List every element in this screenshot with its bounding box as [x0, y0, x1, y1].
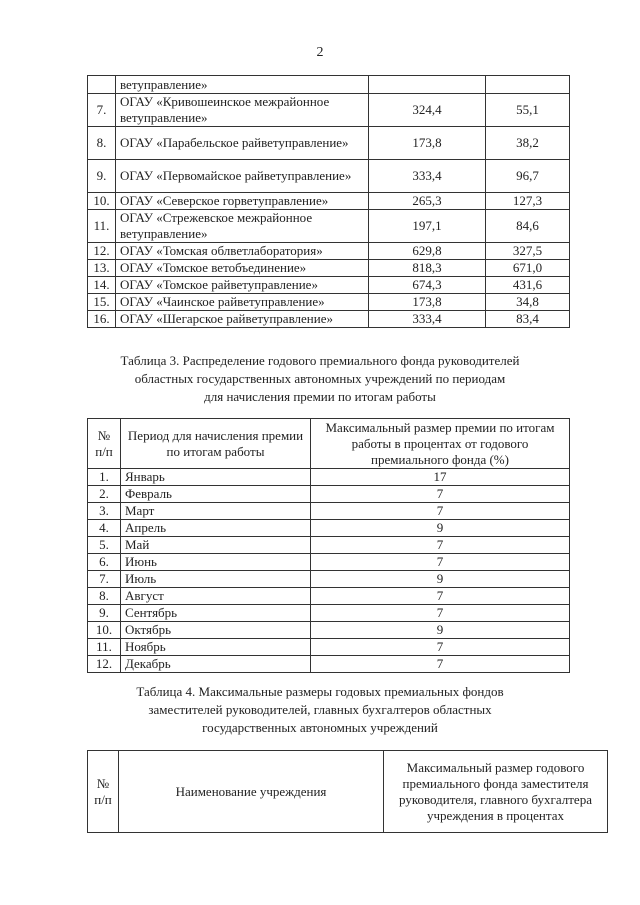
cell-number: 8. — [88, 588, 121, 605]
cell-value-2: 96,7 — [486, 160, 570, 193]
cell-percent: 7 — [311, 605, 570, 622]
table-row — [88, 503, 570, 520]
table-header — [88, 751, 608, 833]
table-row — [88, 469, 570, 486]
cell-name: ОГАУ «Томская облветлаборатория» — [116, 243, 369, 260]
title-line: Таблица 4. Максимальные размеры годовых премиальных фондов — [136, 684, 504, 699]
cell-number: 14. — [88, 277, 116, 294]
table-row — [88, 588, 570, 605]
title-line: государственных автономных учреждений — [202, 720, 438, 735]
cell-value-2: 84,6 — [486, 210, 570, 243]
cell-value-1: 324,4 — [369, 94, 486, 127]
cell-number: 13. — [88, 260, 116, 277]
cell-period: Ноябрь — [121, 639, 311, 656]
cell-period: Апрель — [121, 520, 311, 537]
cell-period: Июль — [121, 571, 311, 588]
cell-number: 2. — [88, 486, 121, 503]
title-line: областных государственных автономных учреждений по периодам — [134, 371, 506, 386]
table-row — [88, 486, 570, 503]
cell-value-1: 265,3 — [369, 193, 486, 210]
cell-number: 9. — [88, 160, 116, 193]
cell-percent: 7 — [311, 588, 570, 605]
cell-period: Февраль — [121, 486, 311, 503]
cell-value-2: 127,3 — [486, 193, 570, 210]
cell-period: Август — [121, 588, 311, 605]
cell-name: ОГАУ «Томское ветобъединение» — [116, 260, 369, 277]
cell-value-1: 818,3 — [369, 260, 486, 277]
header-name: Наименование учреждения — [119, 751, 384, 833]
cell-percent: 9 — [311, 622, 570, 639]
cell-number: 11. — [88, 639, 121, 656]
cell-number: 3. — [88, 503, 121, 520]
cell-number: 7. — [88, 94, 116, 127]
title-line: для начисления премии по итогам работы — [204, 389, 436, 404]
cell-percent: 9 — [311, 571, 570, 588]
cell-name: ОГАУ «Чаинское райветуправление» — [116, 294, 369, 311]
cell-number: 8. — [88, 127, 116, 160]
header-period: Период для начисления премии по итогам работы — [121, 419, 311, 469]
table-header — [88, 419, 570, 469]
table-row — [88, 311, 570, 328]
page-number: 2 — [316, 45, 324, 60]
bonus-periods-table — [87, 418, 570, 673]
cell-value-2: 671,0 — [486, 260, 570, 277]
table-row — [88, 520, 570, 537]
cell-percent: 7 — [311, 639, 570, 656]
cell-value-1: 629,8 — [369, 243, 486, 260]
table-row — [88, 537, 570, 554]
table-row — [88, 656, 570, 673]
cell-name: ОГАУ «Парабельское райветуправление» — [116, 127, 369, 160]
title-line: Таблица 3. Распределение годового премиального фонда руководителей — [120, 353, 520, 368]
table-row — [88, 639, 570, 656]
cell-value-2: 83,4 — [486, 311, 570, 328]
table-row — [88, 76, 570, 94]
table-row — [88, 243, 570, 260]
cell-period: Июнь — [121, 554, 311, 571]
table4-title — [0, 683, 640, 737]
cell-value-1: 173,8 — [369, 127, 486, 160]
cell-number: 10. — [88, 193, 116, 210]
cell-percent: 17 — [311, 469, 570, 486]
cell-number: 15. — [88, 294, 116, 311]
header-number: № п/п — [88, 419, 121, 469]
table-row — [88, 127, 570, 160]
header-number: № п/п — [88, 751, 119, 833]
table-row — [88, 605, 570, 622]
cell-period: Декабрь — [121, 656, 311, 673]
deputy-funds-table — [87, 750, 608, 833]
cell-value-2: 431,6 — [486, 277, 570, 294]
cell-number: 12. — [88, 243, 116, 260]
cell-number: 11. — [88, 210, 116, 243]
cell-number: 5. — [88, 537, 121, 554]
cell-value-2: 327,5 — [486, 243, 570, 260]
table3-title — [0, 352, 640, 406]
cell-number: 7. — [88, 571, 121, 588]
cell-value-2: 34,8 — [486, 294, 570, 311]
cell-number: 16. — [88, 311, 116, 328]
table-row — [88, 160, 570, 193]
cell-percent: 9 — [311, 520, 570, 537]
cell-value-2: 55,1 — [486, 94, 570, 127]
cell-percent: 7 — [311, 486, 570, 503]
cell-number: 6. — [88, 554, 121, 571]
cell-value-1: 333,4 — [369, 311, 486, 328]
cell-name: ветуправление» — [116, 76, 369, 94]
table-row — [88, 193, 570, 210]
table-row — [88, 277, 570, 294]
cell-value-1: 173,8 — [369, 294, 486, 311]
cell-value-2: 38,2 — [486, 127, 570, 160]
institutions-table — [87, 75, 570, 328]
header-max-percent: Максимальный размер годового премиального фонда заместителя руководителя, главного бухгалтера учреждения в процентах — [384, 751, 608, 833]
table-row — [88, 622, 570, 639]
table-row — [88, 571, 570, 588]
cell-number: 9. — [88, 605, 121, 622]
table-row — [88, 94, 570, 127]
cell-name: ОГАУ «Первомайское райветуправление» — [116, 160, 369, 193]
table-row — [88, 260, 570, 277]
cell-number: 12. — [88, 656, 121, 673]
cell-name: ОГАУ «Северское горветуправление» — [116, 193, 369, 210]
cell-value-1: 333,4 — [369, 160, 486, 193]
cell-period: Январь — [121, 469, 311, 486]
cell-percent: 7 — [311, 503, 570, 520]
title-line: заместителей руководителей, главных бухгалтеров областных — [148, 702, 492, 717]
cell-number: 1. — [88, 469, 121, 486]
cell-percent: 7 — [311, 537, 570, 554]
cell-period: Сентябрь — [121, 605, 311, 622]
table-row — [88, 554, 570, 571]
cell-name: ОГАУ «Томское райветуправление» — [116, 277, 369, 294]
cell-percent: 7 — [311, 656, 570, 673]
cell-number: 10. — [88, 622, 121, 639]
cell-name: ОГАУ «Шегарское райветуправление» — [116, 311, 369, 328]
cell-value-1: 197,1 — [369, 210, 486, 243]
cell-period: Октябрь — [121, 622, 311, 639]
cell-period: Май — [121, 537, 311, 554]
table-row — [88, 210, 570, 243]
cell-percent: 7 — [311, 554, 570, 571]
header-max-percent: Максимальный размер премии по итогам работы в процентах от годового премиального фонда (%) — [311, 419, 570, 469]
cell-value-1: 674,3 — [369, 277, 486, 294]
cell-name: ОГАУ «Кривошеинское межрайонное ветуправление» — [116, 94, 369, 127]
cell-period: Март — [121, 503, 311, 520]
table-row — [88, 294, 570, 311]
cell-number: 4. — [88, 520, 121, 537]
cell-name: ОГАУ «Стрежевское межрайонное ветуправление» — [116, 210, 369, 243]
